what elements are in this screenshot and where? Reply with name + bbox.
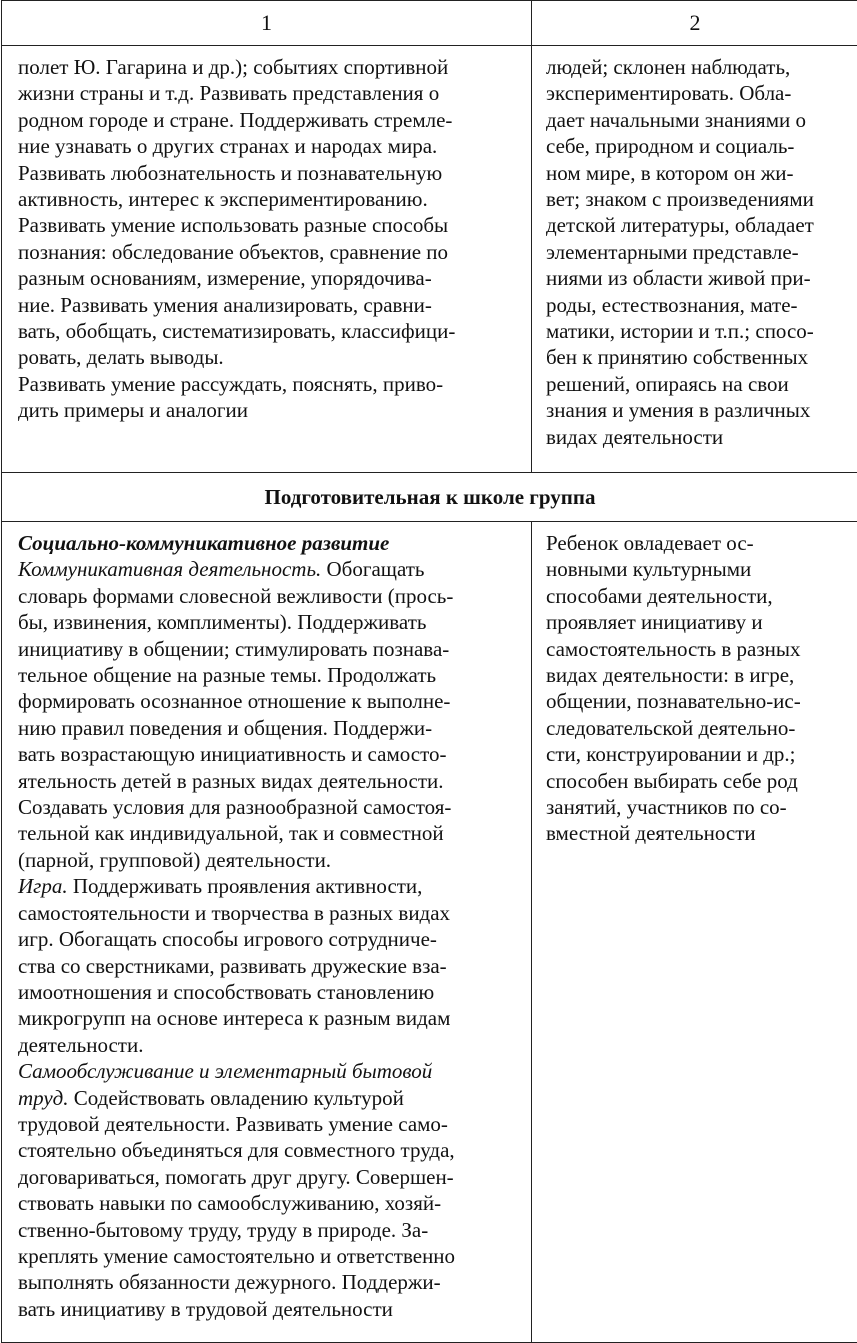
text-line: новными культурными xyxy=(546,556,850,582)
text-fragment: Содействовать овладению культурой xyxy=(69,1086,404,1110)
text-line: способен выбирать себе род xyxy=(546,768,850,794)
text-line: вать инициативу в трудовой деятельности xyxy=(18,1296,519,1322)
text-line: ние узнавать о других странах и народах мира. xyxy=(18,133,519,159)
text-line: жизни страны и т.д. Развивать представления о xyxy=(18,80,519,106)
text-line: видах деятельности xyxy=(546,424,850,450)
text-line: Ребенок овладевает ос- xyxy=(546,530,850,556)
text-line: креплять умение самостоятельно и ответственно xyxy=(18,1243,519,1269)
table-header-row xyxy=(2,1,857,46)
text-line: бен к принятию собственных xyxy=(546,344,850,370)
text-line: разным основаниям, измерение, упорядочива- xyxy=(18,265,519,291)
text-line: дить примеры и аналогии xyxy=(18,397,519,423)
text-line: словарь формами словесной вежливости (прось- xyxy=(18,583,519,609)
text-line: тельной как индивидуальной, так и совместной xyxy=(18,820,519,846)
text-line: решений, опираясь на свои xyxy=(546,371,850,397)
text-line: формировать осознанное отношение к выполне- xyxy=(18,688,519,714)
text-line: стоятельно объединяться для совместного труда, xyxy=(18,1137,519,1163)
text-line: следовательской деятельно- xyxy=(546,715,850,741)
text-line: тельное общение на разные темы. Продолжать xyxy=(18,662,519,688)
section-title: Подготовительная к школе группа xyxy=(2,473,857,522)
text-line: способами деятельности, xyxy=(546,583,850,609)
text-line: занятий, участников по со- xyxy=(546,794,850,820)
activity-heading: Самообслуживание и элементарный бытовой xyxy=(18,1058,519,1084)
text-line: ствовать навыки по самообслуживанию, хозяй- xyxy=(18,1190,519,1216)
text-line: роды, естествознания, мате- xyxy=(546,292,850,318)
text-line: ровать, делать выводы. xyxy=(18,344,519,370)
text-line: вать возрастающую инициативность и самосто- xyxy=(18,741,519,767)
text-line: Развивать любознательность и познавательную xyxy=(18,160,519,186)
text-line xyxy=(18,556,519,582)
text-line: бы, извинения, комплименты). Поддерживать xyxy=(18,609,519,635)
tasks-cell xyxy=(2,46,532,473)
text-line: ственно-бытовому труду, труду в природе. За- xyxy=(18,1217,519,1243)
text-line: ние. Развивать умения анализировать, сравни- xyxy=(18,292,519,318)
column-number-1: 1 xyxy=(2,1,532,46)
text-line: Развивать умение рассуждать, пояснять, приво- xyxy=(18,371,519,397)
text-line xyxy=(18,873,519,899)
text-line: экспериментировать. Обла- xyxy=(546,80,850,106)
text-line: познания: обследование объектов, сравнение по xyxy=(18,239,519,265)
text-line: Создавать условия для разнообразной самостоя- xyxy=(18,794,519,820)
text-line: полет Ю. Гагарина и др.); событиях спортивной xyxy=(18,54,519,80)
text-line: элементарными представле- xyxy=(546,239,850,265)
text-line: ниями из области живой при- xyxy=(546,265,850,291)
section-header-row xyxy=(2,473,857,522)
table-row xyxy=(2,522,857,1343)
program-table xyxy=(1,0,857,1343)
column-number-2: 2 xyxy=(532,1,857,46)
text-line: имоотношения и способствовать становлению xyxy=(18,979,519,1005)
text-line: договариваться, помогать друг другу. Совершен- xyxy=(18,1164,519,1190)
text-line: микрогрупп на основе интереса к разным видам xyxy=(18,1005,519,1031)
text-line: вет; знаком с произведениями xyxy=(546,186,850,212)
text-line xyxy=(18,1085,519,1111)
text-line: ятельность детей в разных видах деятельности. xyxy=(18,768,519,794)
text-line: знания и умения в различных xyxy=(546,397,850,423)
text-line: самостоятельность в разных xyxy=(546,636,850,662)
outcomes-cell xyxy=(532,522,857,1343)
text-line: активность, интерес к экспериментированию. xyxy=(18,186,519,212)
text-line: людей; склонен наблюдать, xyxy=(546,54,850,80)
text-line: видах деятельности: в игре, xyxy=(546,662,850,688)
text-line: сти, конструировании и др.; xyxy=(546,741,850,767)
text-line: трудовой деятельности. Развивать умение само- xyxy=(18,1111,519,1137)
text-line: нию правил поведения и общения. Поддержи- xyxy=(18,715,519,741)
text-line: инициативу в общении; стимулировать познава- xyxy=(18,636,519,662)
text-line: детской литературы, обладает xyxy=(546,212,850,238)
activity-heading: труд. xyxy=(18,1086,69,1110)
text-line: деятельности. xyxy=(18,1032,519,1058)
text-line: (парной, групповой) деятельности. xyxy=(18,847,519,873)
text-line: себе, природном и социаль- xyxy=(546,133,850,159)
text-line: Развивать умение использовать разные способы xyxy=(18,212,519,238)
text-line: ном мире, в котором он жи- xyxy=(546,160,850,186)
text-line: вместной деятельности xyxy=(546,820,850,846)
text-fragment: Обогащать xyxy=(321,557,424,581)
tasks-cell xyxy=(2,522,532,1343)
text-line: ства со сверстниками, развивать дружеские вза- xyxy=(18,953,519,979)
outcomes-cell xyxy=(532,46,857,473)
text-line: родном городе и стране. Поддерживать стремле- xyxy=(18,107,519,133)
text-line: дает начальными знаниями о xyxy=(546,107,850,133)
table-row xyxy=(2,46,857,473)
text-line: выполнять обязанности дежурного. Поддержи- xyxy=(18,1269,519,1295)
activity-heading: Игра. xyxy=(18,874,68,898)
text-line: проявляет инициативу и xyxy=(546,609,850,635)
activity-heading: Коммуникативная деятельность. xyxy=(18,557,321,581)
area-heading: Социально-коммуникативное развитие xyxy=(18,530,519,556)
text-fragment: Поддерживать проявления активности, xyxy=(68,874,423,898)
text-line: вать, обобщать, систематизировать, классифици- xyxy=(18,318,519,344)
text-line: игр. Обогащать способы игрового сотрудниче- xyxy=(18,926,519,952)
text-line: матики, истории и т.п.; спосо- xyxy=(546,318,850,344)
text-line: общении, познавательно-ис- xyxy=(546,688,850,714)
text-line: самостоятельности и творчества в разных видах xyxy=(18,900,519,926)
